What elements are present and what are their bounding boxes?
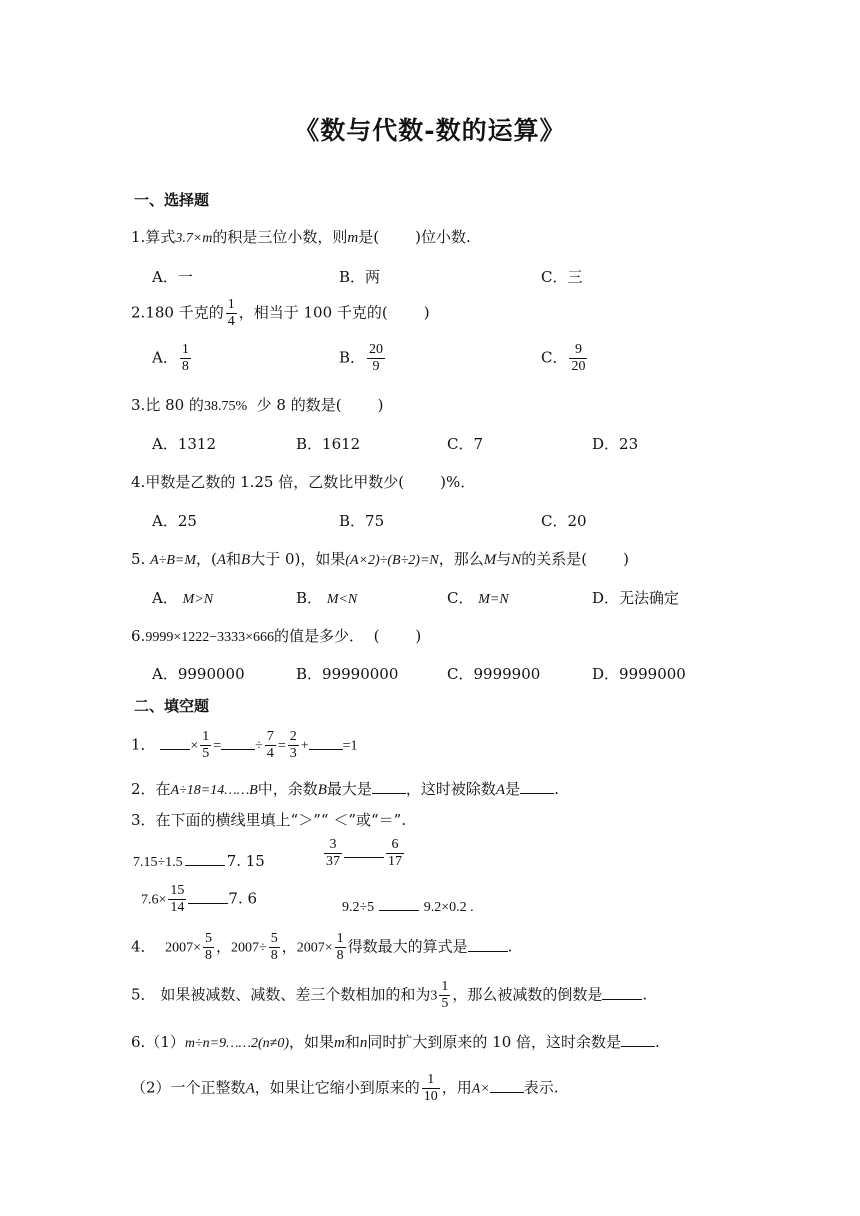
option-label: C． [447,589,474,607]
fraction [324,838,342,869]
question-1 [131,230,471,246]
fraction-numerator: 1 [202,729,210,744]
fraction [439,980,450,1011]
fraction-numerator: 2 [289,729,297,744]
fraction-numerator: 1 [441,979,449,994]
question-text: 如果被减数、减数、差三个数相加的和为 [160,985,431,1004]
question-text: 和 [344,1033,360,1051]
question-number: 5. [131,550,146,568]
fraction-denominator: 8 [270,948,278,963]
fraction [226,298,237,329]
answer-blank[interactable] [309,735,343,750]
fraction-denominator: 8 [205,948,212,963]
question-text: 得数最大的算式是 [347,937,468,956]
sub-question-label: （1） [145,1033,185,1051]
question-6 [131,629,421,645]
fraction-numerator: 1 [181,342,189,357]
fraction-numerator: 6 [386,838,404,854]
question-text: ) [623,550,630,568]
fraction [367,343,385,374]
fraction [203,932,214,963]
math-variable: B [241,552,251,568]
question-number: 3. [131,396,146,414]
fraction [386,838,404,869]
answer-blank[interactable] [468,937,508,952]
question-text: ( [373,627,380,645]
option-label: A． [152,589,178,607]
fraction-numerator: 1 [227,297,235,312]
fraction [200,730,211,761]
question-4 [131,475,475,490]
question-number: 4. [131,473,146,491]
fraction-denominator: 14 [170,900,185,915]
option-label: C． [541,348,568,367]
math-expression: (A×2)÷(B÷2)=N [345,553,439,568]
answer-blank[interactable] [379,896,419,911]
question-text: ，这时被除数 [405,780,496,798]
fill-question-6 [131,1032,660,1051]
question-text: 少 8 的数是( [256,396,342,414]
option-a[interactable]: A．1312 [152,435,217,453]
question-number: 1. [131,228,146,246]
math-expression: 7. 15 [226,852,265,870]
question-text: 最大是 [326,780,372,798]
option-c[interactable]: C．7 [447,435,484,453]
answer-blank[interactable] [490,1078,524,1093]
question-text: 一个正整数 [170,1078,246,1097]
math-expression: A× [471,1081,490,1097]
compare-item-3 [141,884,257,915]
section-heading-fill: 二、填空题 [134,697,210,715]
question-text: ，那么 [438,550,484,568]
question-text: 在下面的横线里填上“＞”“ ＜”或“＝”. [155,811,407,829]
section-heading-choice: 一、选择题 [134,191,210,209]
fill-question-2 [131,779,559,798]
question-text: 甲数是乙数的 1.25 倍，乙数比甲数少( [145,473,405,491]
option-d[interactable]: D．23 [592,435,639,453]
math-operator: × [190,738,199,754]
question-text: ，用 [441,1078,472,1097]
fraction-numerator: 5 [205,931,212,946]
option-a[interactable]: A．一 [152,268,193,286]
option-b[interactable]: B．75 [339,512,385,530]
fraction [335,932,346,963]
math-variable: N [511,552,522,568]
question-text: 是( [358,228,380,246]
math-expression: =1 [342,738,358,754]
question-text: 的积是三位小数，则 [212,228,348,246]
option-d[interactable]: D．9999000 [592,665,686,683]
option-text: 无法确定 [619,589,680,607]
option-b[interactable] [339,343,387,374]
fraction-denominator: 9 [372,359,380,374]
math-operator: = [213,738,222,754]
answer-blank[interactable] [344,843,384,858]
question-2 [131,298,430,329]
fraction-denominator: 37 [326,854,340,869]
option-label: B． [339,348,366,367]
math-variable: n [359,1035,368,1051]
question-text: 与 [496,550,512,568]
question-number: 4． [131,937,156,956]
question-number: 2． [131,780,156,798]
question-text: 同时扩大到原来的 10 倍，这时余数是 [367,1033,622,1051]
answer-blank[interactable] [185,851,225,866]
question-text: 的值是多少． [274,627,365,645]
math-operator: = [277,738,286,754]
question-number: 6. [131,1033,146,1051]
question-text: 表示. [523,1078,559,1097]
math-expression: 9999×1222−3333×666 [145,630,274,645]
question-text: 的关系是( [521,550,588,568]
math-variable: m [347,230,359,246]
fill-question-5 [131,980,647,1011]
math-expression: 2007÷ [231,940,267,956]
option-label: B． [296,589,323,607]
math-expression: m÷n=9……2(n≠0) [184,1036,290,1051]
option-b[interactable]: B．1612 [296,435,361,453]
fraction [269,932,280,963]
option-label: A． [152,348,178,367]
question-text: ， [216,937,232,956]
option-c[interactable] [541,343,589,374]
fraction-numerator: 15 [170,883,185,898]
question-text: ) [423,303,430,322]
fraction [422,1073,440,1104]
option-b[interactable] [296,591,357,607]
question-number: 1． [131,735,156,754]
question-text: . [655,1033,660,1051]
math-variable: A [495,782,506,798]
math-variable: A [245,1080,255,1097]
sub-question-label: （2） [131,1078,171,1097]
fill-question-3 [131,813,406,828]
answer-blank[interactable] [621,1032,655,1047]
fraction-denominator: 20 [571,359,586,374]
fraction-denominator: 10 [423,1089,438,1104]
question-text: )位小数. [415,228,471,246]
question-text: . [507,937,513,956]
math-expression: 3.7×m [175,231,213,246]
fraction-denominator: 3 [289,746,297,761]
math-expression: 2007× [296,940,333,956]
option-a[interactable] [152,591,213,607]
answer-blank[interactable] [160,735,190,750]
math-expression: 7.15÷1.5 [133,855,183,870]
question-text: 比 80 的 [145,396,204,414]
question-number: 6. [131,627,146,645]
answer-blank[interactable] [188,889,228,904]
question-number: 2. [131,303,146,322]
math-operator: + [300,738,309,754]
math-expression: A÷B=M [150,553,196,568]
question-3 [131,398,383,414]
math-expression: A÷18=14……B [170,783,258,798]
math-operator: ÷ [255,738,263,754]
option-a[interactable] [152,343,193,374]
question-number: 5． [131,985,156,1004]
fraction-numerator: 1 [422,1073,440,1089]
fraction-denominator: 4 [266,746,274,761]
question-text: 和 [226,550,242,568]
option-d[interactable] [592,591,679,606]
fraction-numerator: 9 [569,343,587,359]
math-expression: 9.2×0.2 . [423,900,474,915]
math-expression: 2007× [165,940,201,956]
fraction-numerator: 5 [270,931,278,946]
compare-item-1 [133,851,265,870]
question-text: 中，余数 [257,780,318,798]
fraction-denominator: 8 [181,359,189,374]
fraction-denominator: 8 [336,948,344,963]
math-variable: B [317,782,327,798]
fraction-numerator: 1 [336,931,344,946]
question-text: 180 千克的 [145,303,224,322]
option-c[interactable]: C．20 [541,512,587,530]
question-5 [131,552,629,568]
answer-blank[interactable] [520,779,554,794]
question-text: 是 [505,780,521,798]
math-expression: M<N [326,592,358,607]
fraction-numerator: 3 [324,838,342,854]
math-expression: 38.75% [203,399,248,414]
fraction-denominator: 5 [441,996,449,1011]
question-text: 大于 0)，如果 [250,550,346,568]
question-text: . [554,780,559,798]
question-text: . [642,985,648,1004]
question-text: )%． [440,473,476,491]
fraction-denominator: 4 [227,314,235,329]
math-variable: A [216,552,227,568]
question-text: ) [415,627,422,645]
math-expression: M>N [182,592,214,607]
option-a[interactable]: A．25 [152,512,197,530]
question-text: 在 [155,780,171,798]
fill-question-6-part-2 [131,1073,559,1104]
fill-question-4 [131,932,512,963]
option-b[interactable]: B．99990000 [296,665,399,683]
question-text: ，那么被减数的倒数是 [452,985,603,1004]
compare-item-2 [322,838,406,869]
fraction [180,343,191,374]
option-label: D． [592,589,620,607]
question-number: 3． [131,811,156,829]
fraction-denominator: 17 [388,854,402,869]
question-text: ， [281,937,297,956]
math-expression: 9.2÷5 [342,900,375,915]
math-expression: 7. 6 [228,889,258,908]
answer-blank[interactable] [372,779,406,794]
question-text: ，如果 [289,1033,335,1051]
fraction [265,730,276,761]
fraction-denominator: 5 [202,746,210,761]
fraction-numerator: 7 [266,729,274,744]
fraction [569,343,587,374]
fraction [168,884,186,915]
option-a[interactable]: A．9990000 [152,665,245,683]
math-variable: m [334,1035,345,1051]
fill-question-1 [131,730,358,761]
question-text: ，( [196,550,217,568]
question-text: ，相当于 100 千克的( [238,303,388,322]
compare-item-4 [342,896,474,915]
math-variable: M [483,552,497,568]
fraction-numerator: 20 [369,342,384,357]
math-expression: M=N [478,592,509,607]
question-text: ，如果让它缩小到原来的 [254,1078,420,1097]
option-c[interactable]: C．三 [541,268,583,286]
math-expression: 7.6× [141,892,167,908]
page-title: 《数与代数-数的运算》 [294,116,566,145]
option-c[interactable]: C．9999900 [447,665,541,683]
mixed-number-whole: 3 [430,988,438,1004]
option-c[interactable] [447,591,509,607]
answer-blank[interactable] [602,985,642,1000]
answer-blank[interactable] [221,735,255,750]
fraction [288,730,299,761]
question-text: ) [377,396,384,414]
question-text: 算式 [145,228,176,246]
option-b[interactable]: B．两 [339,268,381,286]
